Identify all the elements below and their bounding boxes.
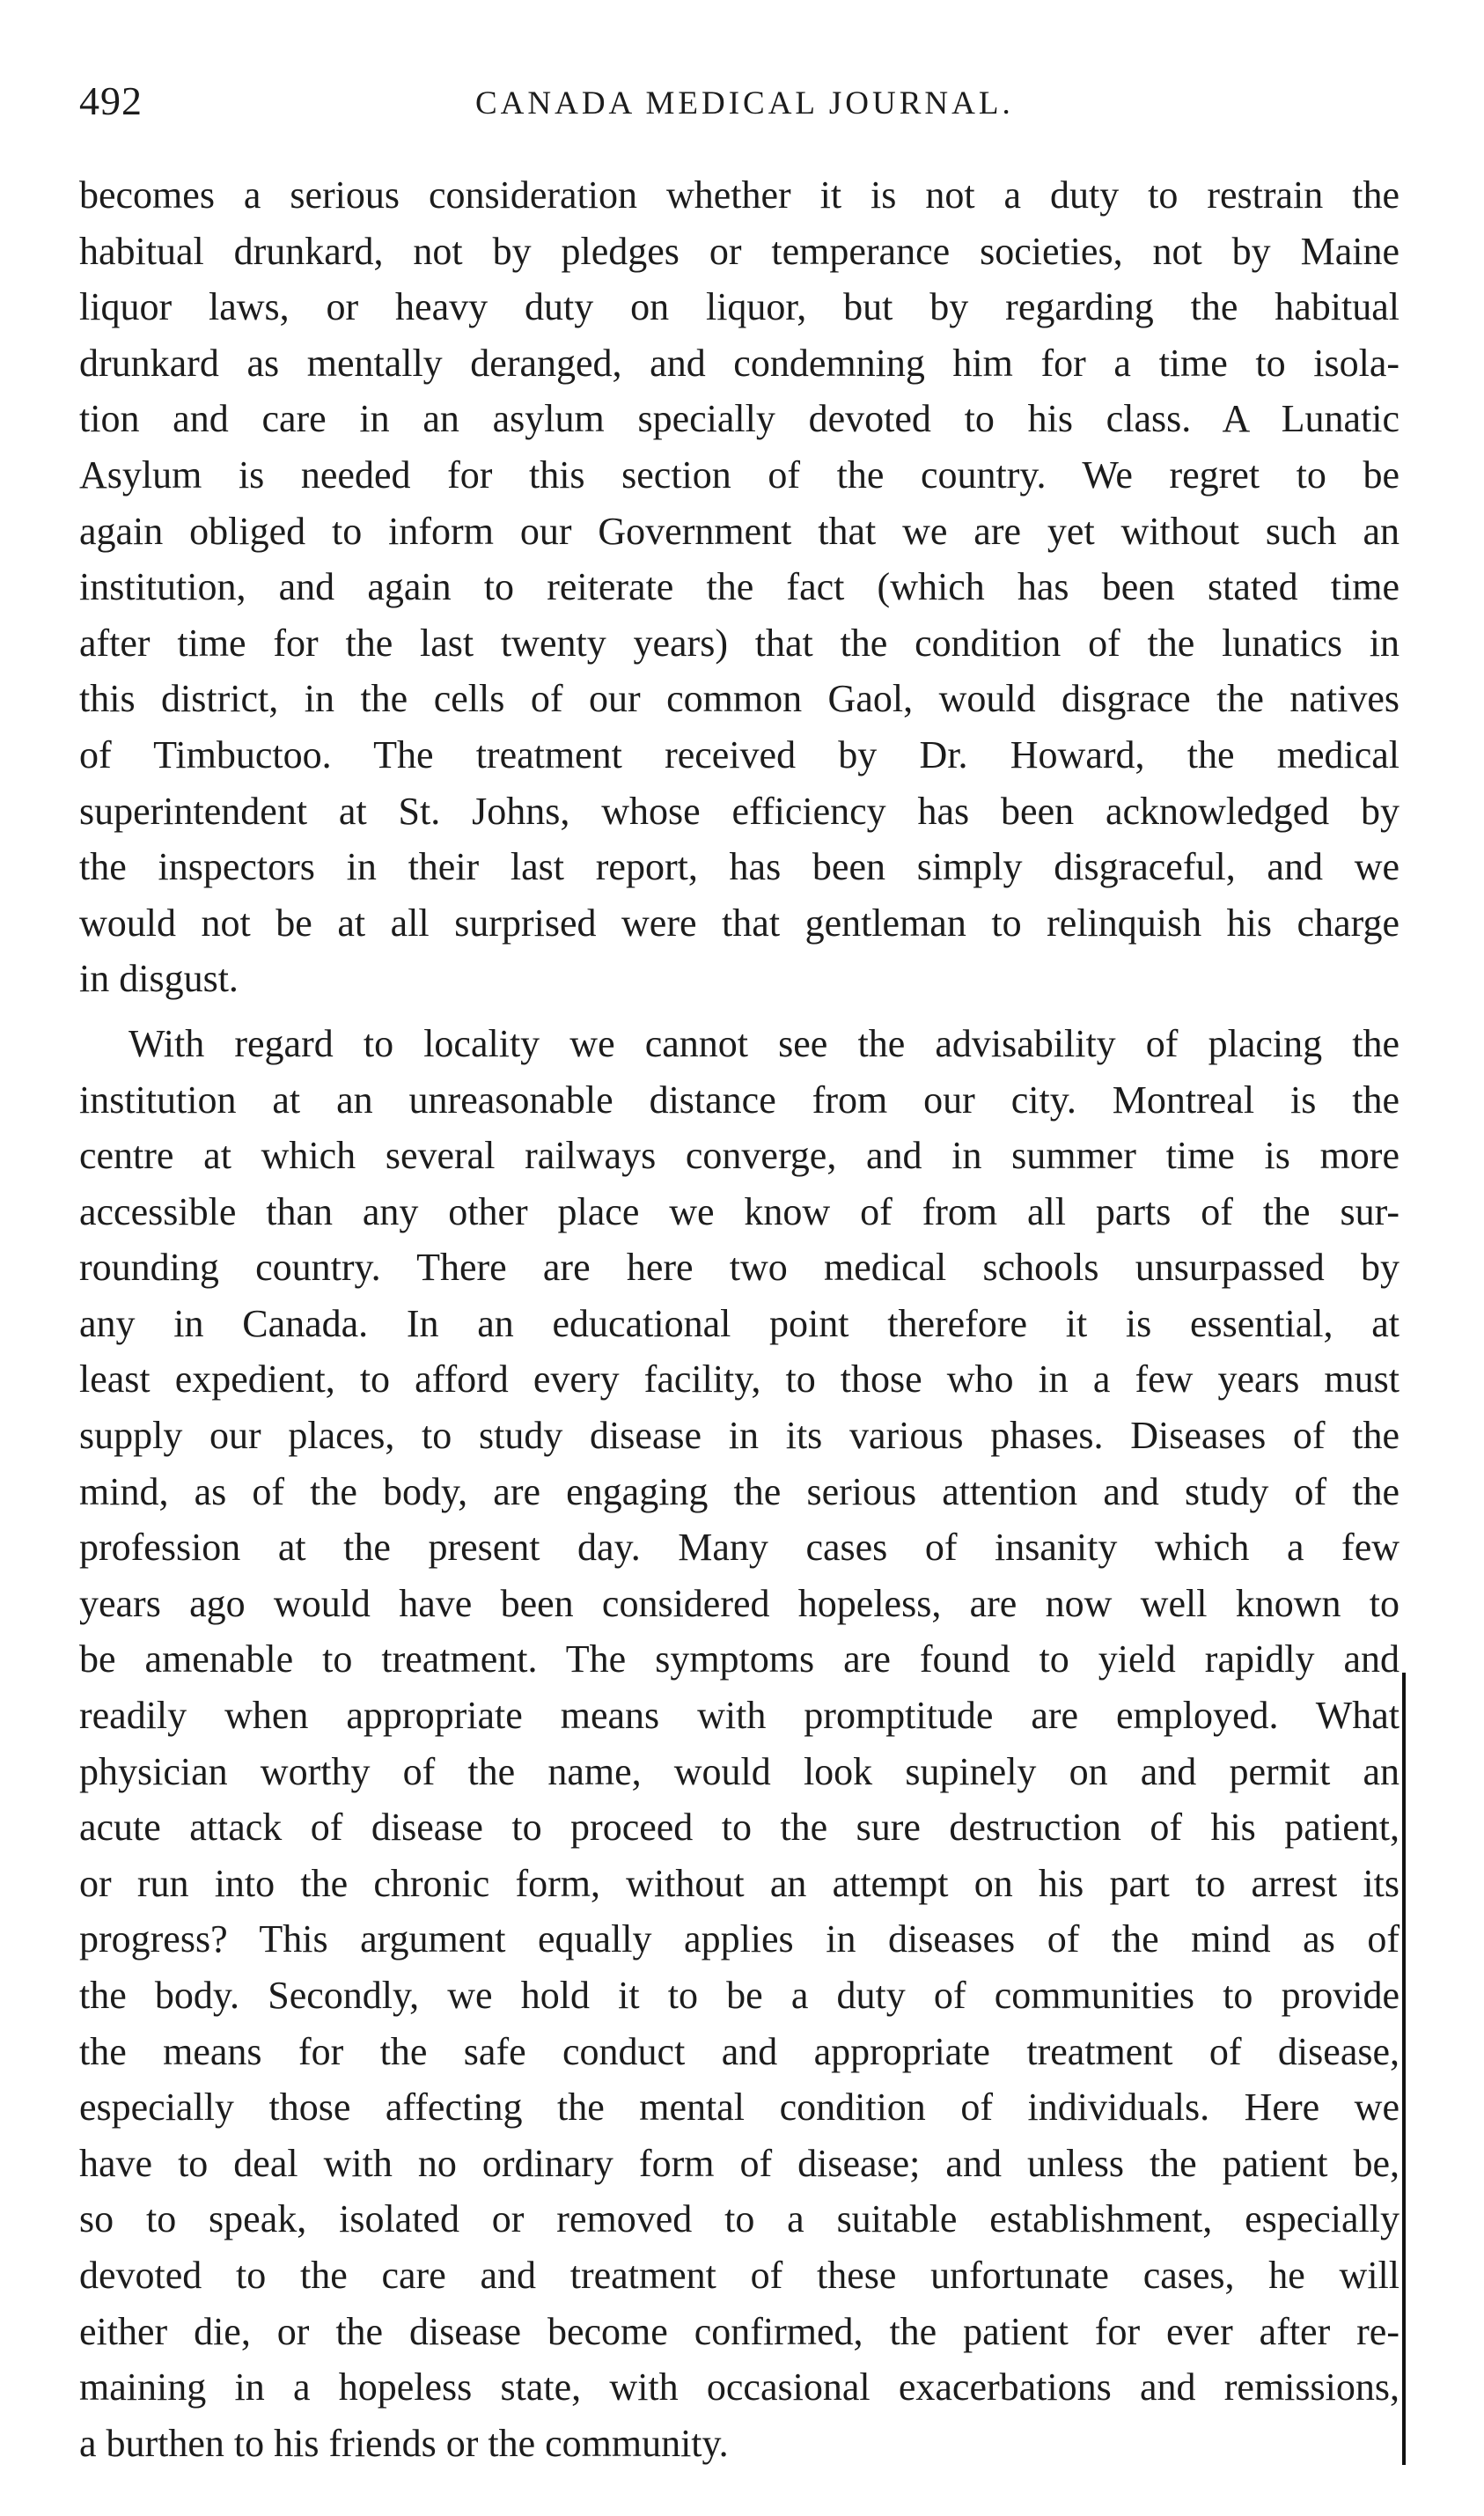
text-line: in disgust. <box>79 957 239 1001</box>
text-line: profession at the present day. Many cases of insanity which a few <box>79 1526 1400 1570</box>
text-line: have to deal with no ordinary form of disease; and unless the patient be, <box>79 2141 1400 2185</box>
text-line: Asylum is needed for this section of the country. We regret to be <box>79 452 1400 497</box>
text-line: physician worthy of the name, would look supinely on and permit an <box>79 1749 1400 1793</box>
text-line: of Timbuctoo. The treatment received by Dr. Howard, the medical <box>79 732 1400 776</box>
text-line: superintendent at St. Johns, whose efficiency has been acknowledged by <box>79 789 1400 833</box>
paragraph-spacer <box>79 1007 1400 1016</box>
text-line: least expedient, to afford every facility, to those who in a few years must <box>79 1357 1400 1401</box>
text-line: institution at an unreasonable distance from our city. Montreal is the <box>79 1078 1400 1122</box>
text-line: this district, in the cells of our common Gaol, would disgrace the natives <box>79 677 1400 721</box>
body-text <box>79 167 1400 2471</box>
text-line: be amenable to treatment. The symptoms are found to yield rapidly and <box>79 1637 1400 1681</box>
text-line: readily when appropriate means with promptitude are employed. What <box>79 1694 1400 1738</box>
text-line: supply our places, to study disease in its various phases. Diseases of the <box>79 1414 1400 1458</box>
text-line: With regard to locality we cannot see the advisability of placing the <box>129 1021 1400 1065</box>
text-line: the body. Secondly, we hold it to be a duty of communities to provide <box>79 1974 1400 2017</box>
text-line: any in Canada. In an educational point therefore it is essential, at <box>79 1301 1400 1345</box>
text-line: habitual drunkard, not by pledges or temperance societies, not by Maine <box>79 229 1400 273</box>
paragraph-2 <box>79 1016 1400 2471</box>
text-line: accessible than any other place we know of from all parts of the sur- <box>79 1189 1400 1233</box>
text-line: rounding country. There are here two medical schools unsurpassed by <box>79 1246 1400 1290</box>
text-line: after time for the last twenty years) that the condition of the lunatics in <box>79 621 1400 665</box>
text-line: centre at which several railways converge, and in summer time is more <box>79 1134 1400 1178</box>
running-head: CANADA MEDICAL JOURNAL. <box>475 85 1014 121</box>
text-line: especially those affecting the mental condition of individuals. Here we <box>79 2086 1400 2130</box>
text-line: so to speak, isolated or removed to a suitable establishment, especially <box>79 2197 1400 2241</box>
text-line: maining in a hopeless state, with occasional exacerbations and remissions, <box>79 2365 1400 2409</box>
text-line: or run into the chronic form, without an attempt on his part to arrest its <box>79 1861 1400 1905</box>
paragraph-1 <box>79 167 1400 1007</box>
text-line: mind, as of the body, are engaging the serious attention and study of the <box>79 1469 1400 1513</box>
text-line: years ago would have been considered hopeless, are now well known to <box>79 1581 1400 1625</box>
text-line: either die, or the disease become confirmed, the patient for ever after re- <box>79 2309 1400 2353</box>
page-header <box>79 77 1417 130</box>
text-line: the inspectors in their last report, has been simply disgraceful, and we <box>79 845 1400 889</box>
text-line: institution, and again to reiterate the fact (which has been stated time <box>79 565 1400 609</box>
text-line: acute attack of disease to proceed to the sure destruction of his patient, <box>79 1806 1400 1850</box>
page-number: 492 <box>79 78 143 123</box>
text-line: again obliged to inform our Government that we are yet without such an <box>79 509 1400 553</box>
text-line: tion and care in an asylum specially devoted to his class. A Lunatic <box>79 397 1400 441</box>
text-line: the means for the safe conduct and appropriate treatment of disease, <box>79 2029 1400 2073</box>
text-line: becomes a serious consideration whether it is not a duty to restrain the <box>79 173 1400 217</box>
margin-rule <box>1402 1673 1406 2465</box>
text-line: liquor laws, or heavy duty on liquor, but by regarding the habitual <box>79 285 1400 329</box>
text-line: progress? This argument equally applies in diseases of the mind as of <box>79 1917 1400 1961</box>
text-line: would not be at all surprised were that gentleman to relinquish his charge <box>79 901 1400 945</box>
text-line: devoted to the care and treatment of these unfortunate cases, he will <box>79 2253 1400 2297</box>
text-line: a burthen to his friends or the community. <box>79 2421 729 2465</box>
text-line: drunkard as mentally deranged, and condemning him for a time to isola- <box>79 341 1400 385</box>
